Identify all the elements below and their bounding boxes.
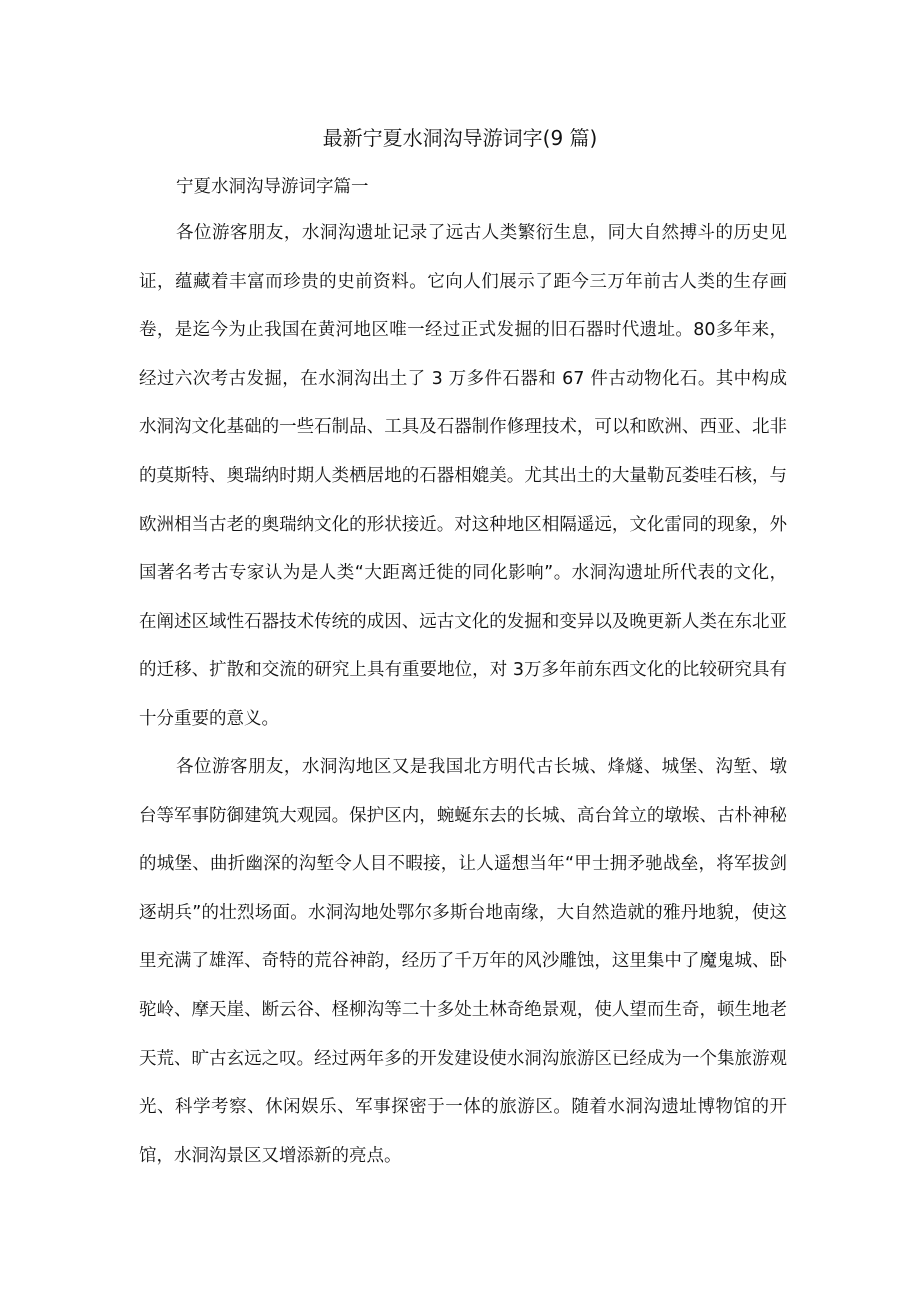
body-paragraph: 各位游客朋友，水洞沟地区又是我国北方明代古长城、烽燧、城堡、沟堑、墩台等军事防御建筑大观园。保护区内，蜿蜒东去的长城、高台耸立的墩堠、古朴神秘的城堡、曲折幽深的沟堑令人目不暇接，让人遥想当年“甲士拥矛驰战垒，将军拔剑逐胡兵”的壮烈场面。水洞沟地处鄂尔多斯台地南缘，大自然造就的雅丹地貌，使这里充满了雄浑、奇特的荒谷神韵，经历了千万年的风沙雕蚀，这里集中了魔鬼城、卧驼岭、摩天崖、断云谷、柽柳沟等二十多处土林奇绝景观，使人望而生奇，顿生地老天荒、旷古玄远之叹。经过两年多的开发建设使水洞沟旅游区已经成为一个集旅游观光、科学考察、休闲娱乐、军事探密于一体的旅游区。随着水洞沟遗址博物馆的开馆，水洞沟景区又增添新的亮点。 [139, 757, 787, 1166]
section-heading: 宁夏水洞沟导游词字篇一 [176, 177, 369, 197]
document-title: 最新宁夏水洞沟导游词字(9 篇) [322, 126, 598, 150]
body-paragraph: 各位游客朋友，水洞沟遗址记录了远古人类繁衍生息，同大自然搏斗的历史见证，蕴藏着丰富而珍贵的史前资料。它向人们展示了距今三万年前古人类的生存画卷，是迄今为止我国在黄河地区唯一经过正式发掘的旧石器时代遗址。80多年来，经过六次考古发掘，在水洞沟出土了 3 万多件石器和 67 件古动物化石。其中构成水洞沟文化基础的一些石制品、工具及石器制作修理技术，可以和欧洲、西亚、北非的莫斯特、奥瑞纳时期人类栖居地的石器相媲美。尤其出土的大量勒瓦娄哇石核，与欧洲相当古老的奥瑞纳文化的形状接近。对这种地区相隔遥远，文化雷同的现象，外国著名考古专家认为是人类“大距离迁徙的同化影响”。水洞沟遗址所代表的文化，在阐述区域性石器技术传统的成因、远古文化的发掘和变异以及晚更新人类在东北亚的迁移、扩散和交流的研究上具有重要地位，对 3万多年前东西文化的比较研究具有十分重要的意义。 [139, 223, 787, 729]
